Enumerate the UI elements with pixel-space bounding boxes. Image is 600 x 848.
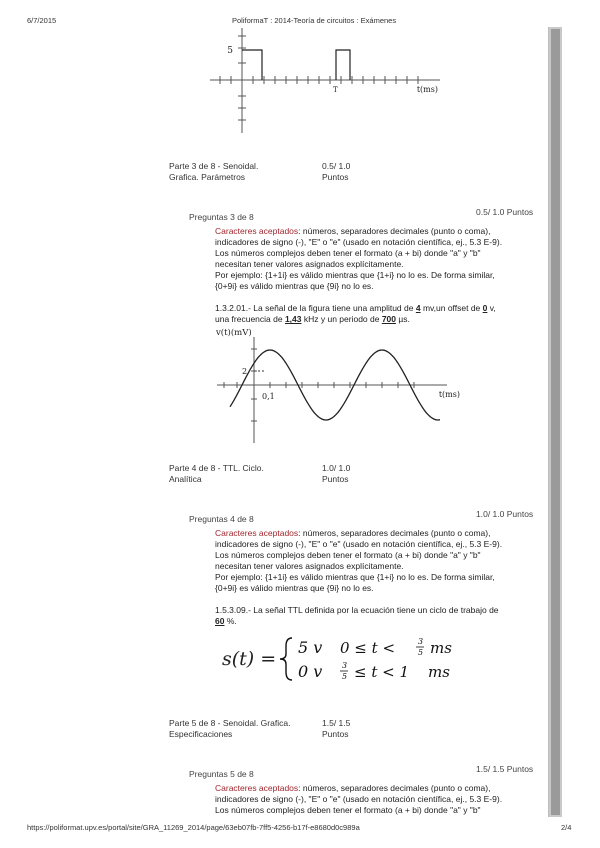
question-4-score: 1.0/ 1.0 Puntos xyxy=(476,509,534,519)
scrollbar[interactable] xyxy=(548,27,562,817)
eq-row2-num: 3 xyxy=(342,661,348,670)
sine-graph xyxy=(212,325,467,445)
eq-row1-unit: ms xyxy=(430,639,452,657)
ttl-equation-lhs: s(t) = xyxy=(222,648,277,670)
eq-row1-value: 5 v xyxy=(298,638,323,657)
question-3-text: 1.3.2.01.- La señal de la figura tiene una amplitud de 4 mv,un offset de 0 v, una frecuencia de 1,43 kHz y un periodo de 700 µs. xyxy=(215,303,496,324)
question-5-score: 1.5/ 1.5 Puntos xyxy=(476,764,534,774)
page-title: PoliformaT : 2014-Teoría de circuitos : Exámenes xyxy=(232,16,397,25)
eq-row1-den: 5 xyxy=(418,648,424,657)
part-5-score: 1.5/ 1.5 Puntos xyxy=(322,718,351,739)
eq-row1-num: 3 xyxy=(418,637,424,646)
eq-row2-unit: ms xyxy=(428,663,450,681)
footer-url[interactable]: https://poliformat.upv.es/portal/site/GRA_11269_2014/page/63eb07fb-7ff5-4256-b17f-e8680d0c989a xyxy=(27,823,360,832)
accepted-chars-5: Caracteres aceptados: números, separadores decimales (punto o coma), indicadores de signo (-), "E" o "e" (usado en notación científica, ej., 5.3 E-9). Los números complejos deben tener el formato (a + bi) donde "a" y "b" xyxy=(215,783,503,815)
sine-y-tick: 2 xyxy=(242,367,248,376)
pulse-graph xyxy=(205,28,465,138)
pulse-y-tick: 5 xyxy=(227,46,233,56)
print-date: 6/7/2015 xyxy=(27,16,57,25)
sine-x-label: t(ms) xyxy=(438,390,460,399)
pulse-x-label: t(ms) xyxy=(416,85,438,94)
accepted-chars-4: Caracteres aceptados: números, separadores decimales (punto o coma), indicadores de signo (-), "E" o "e" (usado en notación científica, ej., 5.3 E-9). Los números complejos deben tener el formato (a + bi) donde "a" y "b" necesitan tener valores asignados explícitamente. Por ejemplo: {1+1i} es válido mientras que {1+i} no lo es. De forma similar, {0+9i} es válido mientras que {9i} no lo es. xyxy=(215,528,503,593)
duty-cycle-answer: 60 xyxy=(215,616,225,626)
part-4-score: 1.0/ 1.0 Puntos xyxy=(322,463,351,484)
part-3-score: 0.5/ 1.0 Puntos xyxy=(322,161,351,182)
sine-y-label: v(t)(mV) xyxy=(216,328,252,338)
question-4-text: 1.5.3.09.- La señal TTL definida por la ecuación tiene un ciclo de trabajo de 60 %. xyxy=(215,605,499,626)
amplitude-answer: 4 xyxy=(415,303,421,313)
pulse-t-label: T xyxy=(333,86,338,94)
eq-row2-cond: ≤ t < 1 xyxy=(354,663,410,681)
part-5-label: Parte 5 de 8 - Senoidal. Grafica. Especificaciones xyxy=(169,718,291,739)
question-5-title: Preguntas 5 de 8 xyxy=(189,769,254,779)
accepted-chars-3: Caracteres aceptados: números, separadores decimales (punto o coma), indicadores de signo (-), "E" o "e" (usado en notación científica, ej., 5.3 E-9). Los números complejos deben tener el formato (a + bi) donde "a" y "b" necesitan tener valores asignados explícitamente. Por ejemplo: {1+1i} es válido mientras que {1+i} no lo es. De forma similar, {0+9i} es válido mientras que {9i} no lo es. xyxy=(215,226,503,291)
ttl-equation xyxy=(278,634,478,684)
period-answer: 700 xyxy=(381,314,397,324)
frequency-answer: 1,43 xyxy=(284,314,302,324)
question-3-title: Preguntas 3 de 8 xyxy=(189,212,254,222)
eq-row1-cond: 0 ≤ t < xyxy=(340,639,396,657)
question-3-score: 0.5/ 1.0 Puntos xyxy=(476,207,534,217)
scrollbar-thumb[interactable] xyxy=(551,29,560,815)
question-4-title: Preguntas 4 de 8 xyxy=(189,514,254,524)
sine-x-tick: 0,1 xyxy=(262,392,275,401)
page-number: 2/4 xyxy=(561,823,572,832)
eq-row2-value: 0 v xyxy=(298,662,323,681)
offset-answer: 0 xyxy=(482,303,488,313)
eq-row2-den: 5 xyxy=(342,672,348,681)
part-3-label: Parte 3 de 8 - Senoidal. Grafica. Parámetros xyxy=(169,161,259,182)
part-4-label: Parte 4 de 8 - TTL. Ciclo. Analítica xyxy=(169,463,264,484)
